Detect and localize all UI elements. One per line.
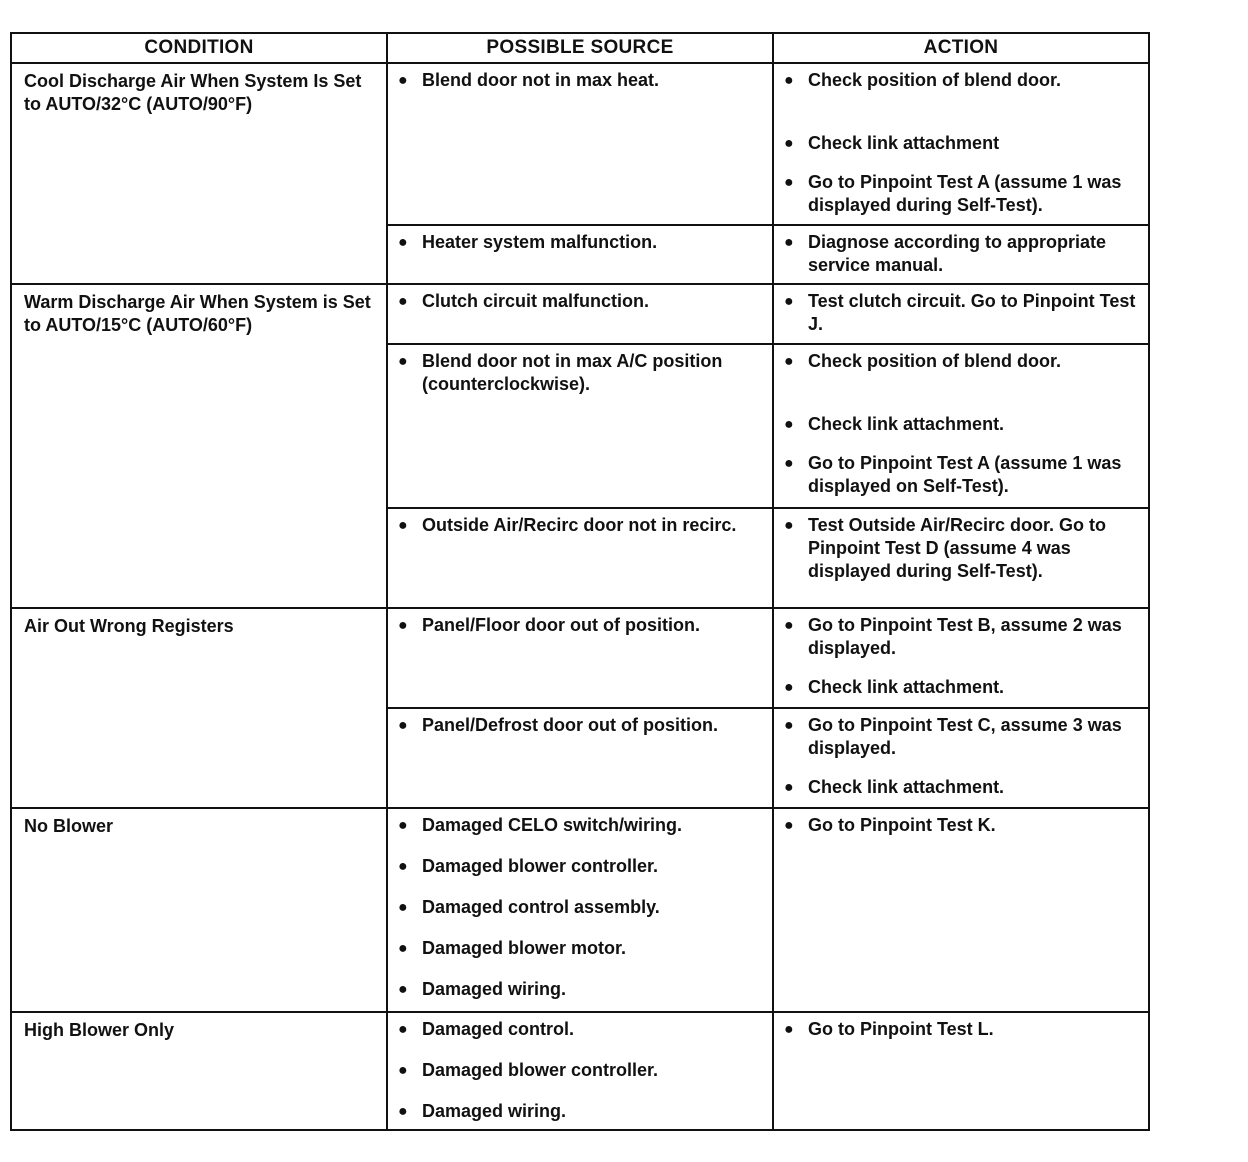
action-cell xyxy=(773,508,1149,608)
bullet-icon: ● xyxy=(398,72,408,89)
bullet-icon: ● xyxy=(784,353,794,370)
header-row xyxy=(11,33,1149,63)
bullet-icon: ● xyxy=(398,858,408,875)
condition-text: Warm Discharge Air When System is Set to AUTO/15°C (AUTO/60°F) xyxy=(24,292,371,335)
list-item: ● Go to Pinpoint Test C, assume 3 was displayed. xyxy=(784,715,1122,758)
bullet-icon: ● xyxy=(398,817,408,834)
list-item: ● Go to Pinpoint Test L. xyxy=(784,1019,994,1039)
header-possible-source: POSSIBLE SOURCE xyxy=(387,33,773,63)
condition-text: Air Out Wrong Registers xyxy=(24,616,234,636)
list-item: ● Blend door not in max heat. xyxy=(398,70,660,90)
bullet-icon: ● xyxy=(784,717,794,734)
condition-cell xyxy=(11,1012,387,1130)
bullet-icon: ● xyxy=(784,817,794,834)
condition-text: High Blower Only xyxy=(24,1020,175,1040)
bullet-icon: ● xyxy=(784,293,794,310)
list-item: ● Heater system malfunction. xyxy=(398,232,658,252)
action-cell xyxy=(773,808,1149,1012)
list-item: ● Go to Pinpoint Test B, assume 2 was displayed. xyxy=(784,615,1122,658)
bullet-icon: ● xyxy=(398,293,408,310)
list-item: ● Clutch circuit malfunction. xyxy=(398,291,650,311)
list-item: ● Go to Pinpoint Test K. xyxy=(784,815,996,835)
list-item: ● Damaged blower controller. xyxy=(398,856,659,876)
list-item: ● Test clutch circuit. Go to Pinpoint Test J. xyxy=(784,291,1136,334)
list-item: ● Damaged control assembly. xyxy=(398,897,660,917)
list-item: ● Check link attachment xyxy=(784,133,1000,153)
bullet-icon: ● xyxy=(784,679,794,696)
source-cell xyxy=(387,808,773,1012)
list-item: ● Damaged control. xyxy=(398,1019,575,1039)
header-action: ACTION xyxy=(773,33,1149,63)
bullet-icon: ● xyxy=(784,234,794,251)
condition-text: Cool Discharge Air When System Is Set to AUTO/32°C (AUTO/90°F) xyxy=(24,71,362,114)
table-row xyxy=(11,1012,1149,1130)
bullet-icon: ● xyxy=(398,617,408,634)
source-cell xyxy=(387,508,773,608)
bullet-icon: ● xyxy=(398,981,408,998)
bullet-icon: ● xyxy=(784,779,794,796)
source-cell xyxy=(387,1012,773,1130)
condition-cell xyxy=(11,608,387,808)
list-item: ● Check link attachment. xyxy=(784,777,1005,797)
list-item: ● Panel/Floor door out of position. xyxy=(398,615,700,635)
condition-cell xyxy=(11,808,387,1012)
source-cell xyxy=(387,63,773,225)
list-item: ● Damaged CELO switch/wiring. xyxy=(398,815,683,835)
list-item: ● Damaged blower motor. xyxy=(398,938,627,958)
condition-cell xyxy=(11,63,387,284)
list-item: ● Panel/Defrost door out of position. xyxy=(398,715,718,735)
bullet-icon: ● xyxy=(784,617,794,634)
bullet-icon: ● xyxy=(784,517,794,534)
bullet-icon: ● xyxy=(398,940,408,957)
bullet-icon: ● xyxy=(398,717,408,734)
source-cell xyxy=(387,708,773,808)
action-cell xyxy=(773,63,1149,225)
list-item: ● Check position of blend door. xyxy=(784,70,1062,90)
list-item: ● Check position of blend door. xyxy=(784,351,1062,371)
table-row xyxy=(11,808,1149,1012)
bullet-icon: ● xyxy=(784,455,794,472)
bullet-icon: ● xyxy=(398,1062,408,1079)
list-item: ● Damaged blower controller. xyxy=(398,1060,659,1080)
table-row xyxy=(11,284,1149,344)
diagnosis-table xyxy=(10,32,1150,1131)
bullet-icon: ● xyxy=(784,416,794,433)
source-cell xyxy=(387,608,773,708)
list-item: ● Go to Pinpoint Test A (assume 1 was displayed during Self-Test). xyxy=(784,172,1122,215)
list-item: ● Check link attachment. xyxy=(784,414,1005,434)
bullet-icon: ● xyxy=(784,135,794,152)
list-item: ● Diagnose according to appropriate service manual. xyxy=(784,232,1107,275)
list-item: ● Outside Air/Recirc door not in recirc. xyxy=(398,515,737,535)
source-cell xyxy=(387,344,773,508)
bullet-icon: ● xyxy=(398,1021,408,1038)
source-cell xyxy=(387,284,773,344)
bullet-icon: ● xyxy=(398,1103,408,1120)
action-cell xyxy=(773,225,1149,284)
bullet-icon: ● xyxy=(784,72,794,89)
table-row xyxy=(11,608,1149,708)
list-item: ● Test Outside Air/Recirc door. Go to Pinpoint Test D (assume 4 was displayed during Self-Test). xyxy=(784,515,1107,581)
condition-text: No Blower xyxy=(24,816,114,836)
action-cell xyxy=(773,1012,1149,1130)
list-item: ● Damaged wiring. xyxy=(398,979,567,999)
bullet-icon: ● xyxy=(784,1021,794,1038)
bullet-icon: ● xyxy=(398,234,408,251)
list-item: ● Check link attachment. xyxy=(784,677,1005,697)
bullet-icon: ● xyxy=(398,517,408,534)
bullet-icon: ● xyxy=(398,899,408,916)
list-item: ● Damaged wiring. xyxy=(398,1101,567,1121)
bullet-icon: ● xyxy=(784,174,794,191)
action-cell xyxy=(773,708,1149,808)
source-cell xyxy=(387,225,773,284)
action-cell xyxy=(773,284,1149,344)
list-item: ● Go to Pinpoint Test A (assume 1 was displayed on Self-Test). xyxy=(784,453,1122,496)
header-condition: CONDITION xyxy=(11,33,387,63)
condition-cell xyxy=(11,284,387,608)
action-cell xyxy=(773,344,1149,508)
list-item: ● Blend door not in max A/C position (counterclockwise). xyxy=(398,351,723,394)
table-row xyxy=(11,63,1149,225)
action-cell xyxy=(773,608,1149,708)
bullet-icon: ● xyxy=(398,353,408,370)
